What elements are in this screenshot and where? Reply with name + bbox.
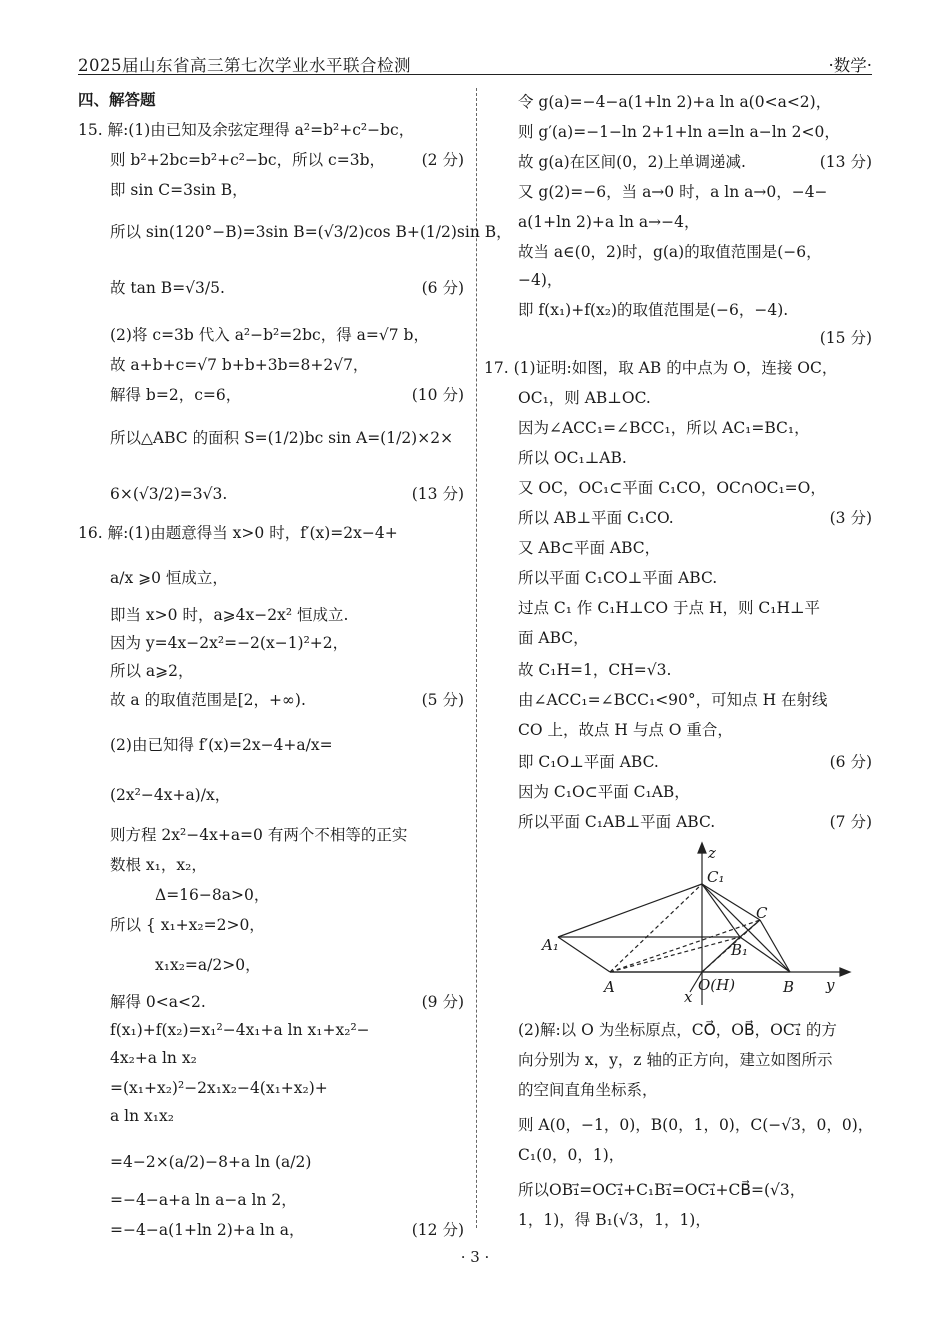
solution-line: =(x₁+x₂)²−2x₁x₂−4(x₁+x₂)+ — [110, 1079, 328, 1097]
label-x: x — [684, 988, 693, 1006]
label-A1: A₁ — [542, 936, 559, 954]
solution-line: =−4−a(1+ln 2)+a ln a， — [110, 1221, 305, 1239]
solution-line: 解得 b=2，c=6， — [110, 386, 242, 404]
edge-BC1 — [702, 884, 790, 972]
solution-line: f(x₁)+f(x₂)=x₁²−4x₁+a ln x₁+x₂²− — [110, 1021, 370, 1039]
solution-line: 故 g(a)在区间(0，2)上单调递减. — [518, 153, 746, 171]
score-marker: (13 分) — [819, 153, 872, 171]
solution-line: 故 tan B=√3/5. — [110, 279, 225, 297]
score-marker: (2 分) — [421, 151, 464, 169]
solution-line: 则 A(0，−1，0)，B(0，1，0)，C(−√3，0，0)， — [518, 1116, 874, 1134]
solution-line: 16. 解:(1)由题意得当 x>0 时，f′(x)=2x−4+ — [78, 524, 398, 542]
label-O: O(H) — [698, 976, 736, 994]
solution-line: 数根 x₁，x₂， — [110, 856, 207, 874]
solution-line: 所以OB₁⃗=OC₁⃗+C₁B₁⃗=OC₁⃗+CB⃗=(√3， — [518, 1181, 806, 1199]
page-number: · 3 · — [460, 1248, 490, 1266]
edge-AC — [610, 920, 760, 972]
page-header — [78, 48, 872, 75]
label-y: y — [826, 976, 835, 994]
solution-line: a ln x₁x₂ — [110, 1107, 174, 1125]
edge-BC — [760, 920, 790, 972]
solution-line: 4x₂+a ln x₂ — [110, 1049, 197, 1067]
solution-line: 故当 a∈(0，2)时，g(a)的取值范围是(−6， — [518, 243, 822, 261]
score-marker: (7 分) — [829, 813, 872, 831]
column-divider — [476, 88, 477, 1228]
x-axis — [690, 972, 702, 992]
solution-line: 四、解答题 — [78, 90, 156, 109]
score-marker: (6 分) — [829, 753, 872, 771]
label-z: z — [708, 844, 716, 862]
solution-line: 17. (1)证明:如图，取 AB 的中点为 O，连接 OC， — [484, 359, 838, 377]
edge-B1C — [740, 920, 760, 937]
label-C: C — [756, 904, 768, 922]
exam-title: 2025届山东省高三第七次学业水平联合检测 — [78, 56, 411, 75]
z-axis-arrow — [698, 843, 706, 853]
score-marker: (13 分) — [411, 485, 464, 503]
score-marker: (10 分) — [411, 386, 464, 404]
solution-line: 又 OC，OC₁⊂平面 C₁CO，OC∩OC₁=O， — [518, 479, 826, 497]
solution-line: 因为∠ACC₁=∠BCC₁，所以 AC₁=BC₁， — [518, 419, 810, 437]
solution-line: 所以平面 C₁CO⊥平面 ABC. — [518, 569, 718, 587]
label-A: A — [604, 978, 615, 996]
solution-line: 又 g(2)=−6，当 a→0 时，a ln a→0，−4− — [518, 183, 828, 201]
subject-label: ·数学· — [828, 56, 872, 75]
solution-line: 向分别为 x，y，z 轴的正方向，建立如图所示 — [518, 1051, 833, 1069]
y-axis-arrow — [840, 968, 850, 976]
edge-AC1 — [610, 884, 702, 972]
solution-line: 面 ABC， — [518, 629, 589, 647]
solution-line: 6×(√3/2)=3√3. — [110, 485, 228, 503]
solution-line: (2x²−4x+a)/x， — [110, 786, 231, 804]
solution-line: C₁(0，0，1)， — [518, 1146, 625, 1164]
score-marker: (9 分) — [421, 993, 464, 1011]
solution-line: 故 a 的取值范围是[2，+∞). — [110, 691, 306, 709]
edge-CC1 — [702, 884, 760, 920]
solution-line: 所以 a⩾2， — [110, 662, 194, 680]
label-C1: C₁ — [707, 868, 725, 886]
solution-line: 因为 y=4x−2x²=−2(x−1)²+2， — [110, 634, 349, 652]
solution-line: x₁x₂=a/2>0， — [155, 956, 261, 974]
solution-line: (2)解:以 O 为坐标原点，CO⃗，OB⃗，OC₁⃗ 的方 — [518, 1021, 837, 1039]
solution-line: a(1+ln 2)+a ln a→−4， — [518, 213, 700, 231]
score-marker: (5 分) — [421, 691, 464, 709]
solution-line: 解得 0<a<2. — [110, 993, 206, 1011]
solution-line: 令 g(a)=−4−a(1+ln 2)+a ln a(0<a<2)， — [518, 93, 832, 111]
label-B: B — [783, 978, 795, 996]
solution-line: 即当 x>0 时，a⩾4x−2x² 恒成立. — [110, 606, 349, 624]
solution-line: −4)， — [518, 271, 563, 289]
solution-line: 的空间直角坐标系， — [518, 1081, 658, 1099]
score-marker: (3 分) — [829, 509, 872, 527]
score-marker: (15 分) — [819, 329, 872, 347]
solution-line: 故 C₁H=1，CH=√3. — [518, 661, 672, 679]
solution-line: 1，1)，得 B₁(√3，1，1)， — [518, 1211, 711, 1229]
edge-OC — [702, 920, 760, 972]
solution-line: 所以平面 C₁AB⊥平面 ABC. — [518, 813, 716, 831]
solution-line: 所以△ABC 的面积 S=(1/2)bc sin A=(1/2)×2× — [110, 429, 454, 447]
solution-line: 故 a+b+c=√7 b+b+3b=8+2√7， — [110, 356, 369, 374]
solution-line: Δ=16−8a>0， — [155, 886, 270, 904]
solution-line: 则 b²+2bc=b²+c²−bc，所以 c=3b， — [110, 151, 385, 169]
solution-line: 所以 OC₁⊥AB. — [518, 449, 627, 467]
label-B1: B₁ — [731, 941, 749, 959]
solution-line: 所以 AB⊥平面 C₁CO. — [518, 509, 674, 527]
solution-line: 因为 C₁O⊂平面 C₁AB， — [518, 783, 690, 801]
edge-A1C1 — [558, 884, 702, 937]
solution-line: 即 sin C=3sin B， — [110, 181, 248, 199]
solution-line: 则方程 2x²−4x+a=0 有两个不相等的正实 — [110, 826, 408, 844]
solution-line: a/x ⩾0 恒成立， — [110, 569, 228, 587]
solution-line: CO 上，故点 H 与点 O 重合， — [518, 721, 733, 739]
solution-line: 过点 C₁ 作 C₁H⊥CO 于点 H，则 C₁H⊥平 — [518, 599, 821, 617]
solution-line: 又 AB⊂平面 ABC， — [518, 539, 661, 557]
edge-AB1 — [610, 937, 740, 972]
solution-line: OC₁，则 AB⊥OC. — [518, 389, 651, 407]
solution-line: 则 g′(a)=−1−ln 2+1+ln a=ln a−ln 2<0， — [518, 123, 840, 141]
solution-line: =−4−a+a ln a−a ln 2， — [110, 1191, 297, 1209]
solution-line: 所以 sin(120°−B)=3sin B=(√3/2)cos B+(1/2)sin B， — [110, 223, 512, 241]
edge-BB1 — [740, 937, 790, 972]
edge-AA1 — [558, 937, 610, 972]
solution-line: (2)将 c=3b 代入 a²−b²=2bc，得 a=√7 b， — [110, 326, 429, 344]
solution-line: 即 C₁O⊥平面 ABC. — [518, 753, 659, 771]
solution-line: 由∠ACC₁=∠BCC₁<90°，可知点 H 在射线 — [518, 691, 828, 709]
edge-OB1 — [702, 937, 740, 972]
solution-line: 15. 解:(1)由已知及余弦定理得 a²=b²+c²−bc， — [78, 121, 415, 139]
solution-line: (2)由已知得 f′(x)=2x−4+a/x= — [110, 736, 333, 754]
solution-line: =4−2×(a/2)−8+a ln (a/2) — [110, 1153, 312, 1171]
score-marker: (6 分) — [421, 279, 464, 297]
edge-C1B1 — [702, 884, 740, 937]
solution-line: 即 f(x₁)+f(x₂)的取值范围是(−6，−4). — [518, 301, 789, 319]
score-marker: (12 分) — [411, 1221, 464, 1239]
solution-line: 所以 { x₁+x₂=2>0， — [110, 916, 265, 934]
